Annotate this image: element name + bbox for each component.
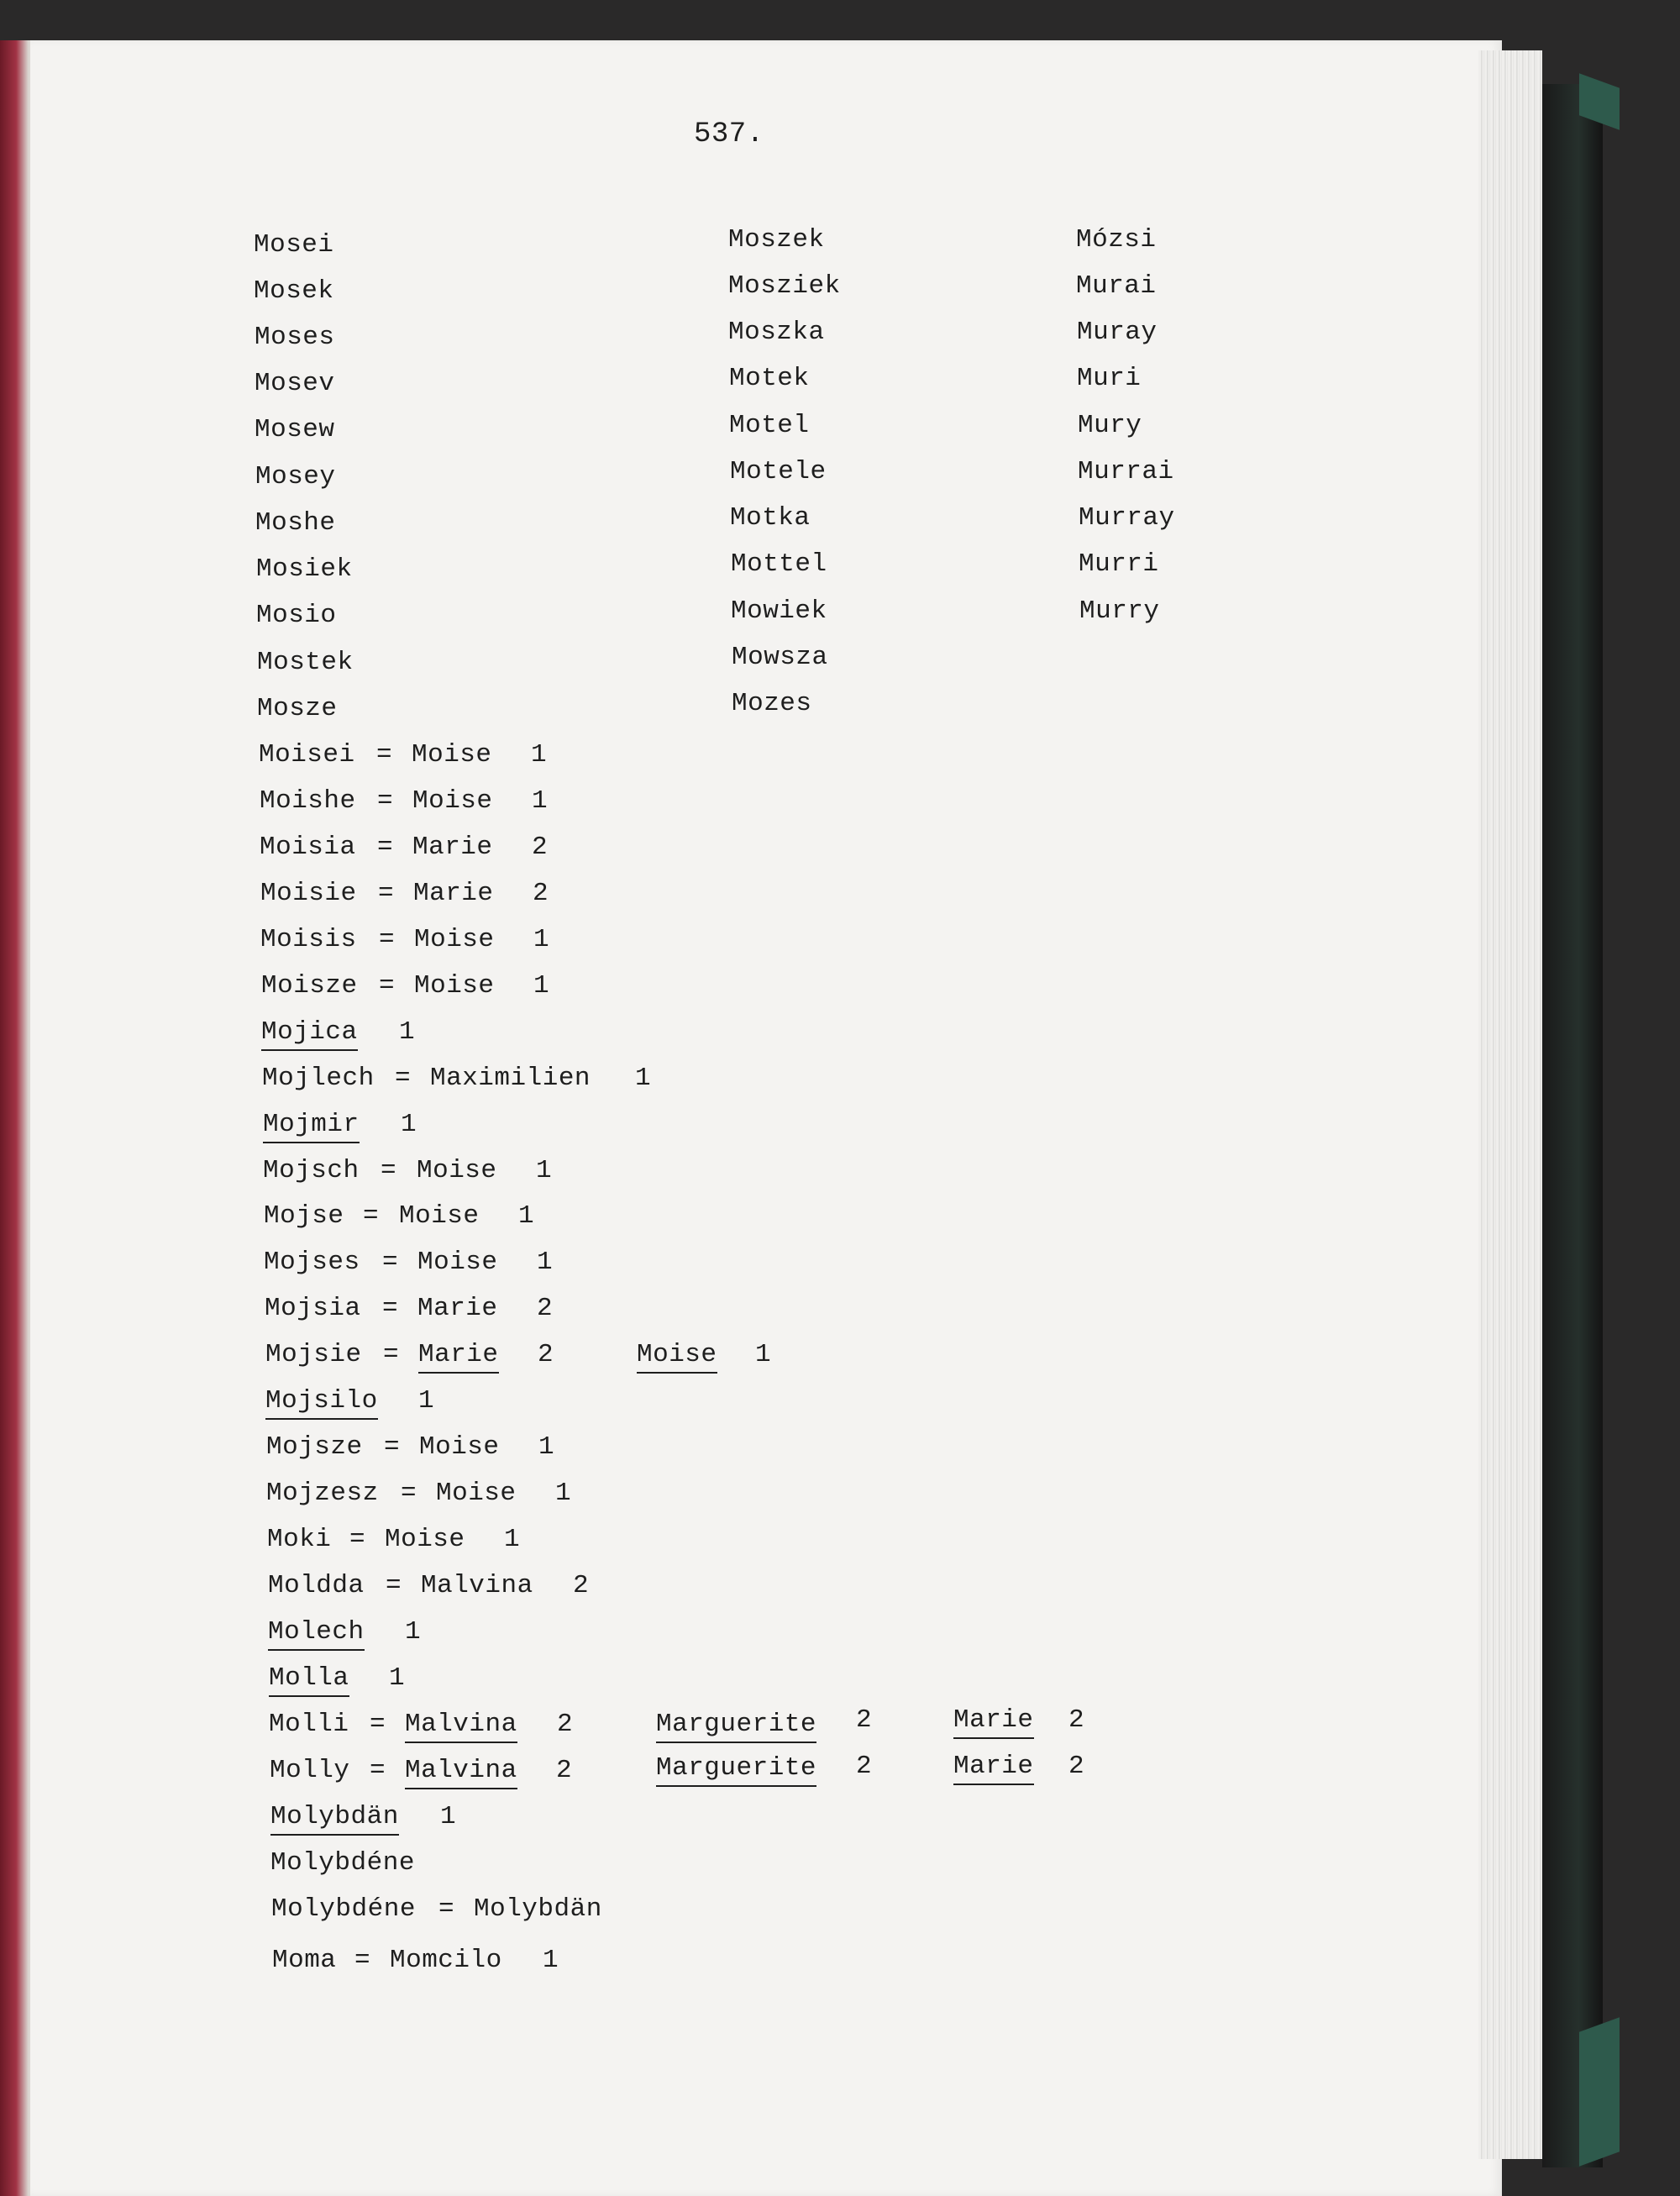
entry-equivalent: Marie	[413, 879, 494, 908]
column-1-name: Mosei	[254, 230, 334, 260]
column-3-name: Murry	[1079, 596, 1160, 626]
entry-equals: =	[376, 740, 393, 770]
column-1-name: Mosey	[255, 462, 336, 491]
entry-code: 2	[856, 1705, 873, 1735]
entry-equals: =	[354, 1946, 371, 1975]
column-2-name: Mowiek	[731, 596, 827, 626]
entry-equivalent: Malvina	[421, 1571, 533, 1600]
entry-equals: =	[383, 1340, 400, 1369]
entry-name-underlined: Mojsilo	[265, 1386, 378, 1420]
entry-name: Moma	[272, 1946, 337, 1975]
entry-code: 1	[555, 1479, 572, 1508]
cover-corner-bottom	[1579, 2017, 1620, 2166]
entry-equivalent: Maximilien	[430, 1064, 591, 1093]
entry-equals: =	[381, 1156, 397, 1185]
entry-code: 1	[533, 971, 550, 1001]
entry-equals: =	[370, 1710, 386, 1739]
entry-equals: =	[349, 1525, 366, 1554]
entry-name-underlined: Molech	[268, 1617, 365, 1651]
column-2-name: Motel	[729, 411, 810, 440]
entry-equivalent-underlined: Marguerite	[656, 1753, 816, 1787]
column-3-name: Murray	[1079, 503, 1175, 533]
column-2-name: Moszek	[728, 225, 825, 255]
entry-code: 1	[635, 1064, 652, 1093]
entry-name-underlined: Mojica	[261, 1017, 358, 1051]
column-3-name: Muri	[1077, 364, 1142, 393]
entry-equivalent: Molybdän	[474, 1894, 602, 1924]
column-1-name: Mosew	[255, 415, 335, 444]
entry-name: Moishe	[260, 786, 356, 816]
entry-code: 1	[389, 1663, 406, 1693]
entry-equivalent: Marie	[417, 1294, 498, 1323]
entry-equals: =	[438, 1894, 455, 1924]
entry-code: 2	[533, 879, 549, 908]
entry-name: Moisis	[260, 925, 357, 954]
entry-code: 1	[401, 1110, 417, 1139]
column-2-name: Motele	[730, 457, 827, 486]
entry-code: 2	[532, 833, 549, 862]
entry-equals: =	[382, 1294, 399, 1323]
entry-equivalent-underlined: Marguerite	[656, 1710, 816, 1743]
column-3-name: Mózsi	[1076, 225, 1157, 255]
entry-code: 1	[504, 1525, 521, 1554]
entry-equals: =	[377, 833, 394, 862]
entry-equals: =	[401, 1479, 417, 1508]
entry-equivalent: Moise	[417, 1248, 498, 1277]
entry-name: Moisze	[261, 971, 358, 1001]
entry-code: 2	[1068, 1705, 1085, 1735]
entry-code: 1	[399, 1017, 416, 1047]
entry-equals: =	[384, 1432, 401, 1462]
entry-code: 2	[1068, 1752, 1085, 1781]
entry-equivalent-underlined: Marie	[418, 1340, 499, 1374]
entry-code: 2	[538, 1340, 554, 1369]
entry-code: 1	[533, 925, 550, 954]
column-3-name: Murri	[1079, 549, 1159, 579]
entry-code: 1	[537, 1248, 554, 1277]
entry-equals: =	[379, 971, 396, 1001]
entry-name: Mojsia	[265, 1294, 361, 1323]
entry-name: Mojsie	[265, 1340, 362, 1369]
column-2-name: Motka	[730, 503, 811, 533]
entry-name: Mojsch	[263, 1156, 360, 1185]
entry-name-underlined: Molla	[269, 1663, 349, 1697]
entry-code: 1	[531, 740, 548, 770]
column-1-name: Mosiek	[256, 554, 353, 584]
column-1-name: Mosek	[254, 276, 334, 306]
entry-code: 1	[536, 1156, 553, 1185]
entry-code: 2	[556, 1756, 573, 1785]
column-1-name: Mosio	[256, 601, 337, 630]
entry-code: 2	[557, 1710, 574, 1739]
column-1-name: Moses	[255, 323, 335, 352]
entry-equals: =	[378, 879, 395, 908]
entry-code: 1	[405, 1617, 422, 1647]
entry-equivalent-underlined: Malvina	[405, 1756, 517, 1789]
column-3-name: Muray	[1077, 318, 1158, 347]
entry-name: Molybdéne	[270, 1848, 415, 1878]
entry-name: Mojses	[264, 1248, 360, 1277]
entry-equivalent-underlined: Marie	[953, 1705, 1034, 1739]
entry-code: 2	[856, 1752, 873, 1781]
entry-name: Moisei	[259, 740, 355, 770]
entry-name: Molly	[270, 1756, 350, 1785]
page-number: 537.	[694, 118, 764, 150]
entry-name: Mojlech	[262, 1064, 375, 1093]
entry-name: Moisie	[260, 879, 357, 908]
column-2-name: Motek	[729, 364, 810, 393]
column-2-name: Mosziek	[728, 271, 841, 301]
entry-equals: =	[363, 1201, 380, 1231]
column-2-name: Mowsza	[732, 643, 828, 672]
entry-equals: =	[377, 786, 394, 816]
entry-equivalent-underlined: Malvina	[405, 1710, 517, 1743]
entry-equivalent: Moise	[417, 1156, 497, 1185]
column-3-name: Murrai	[1078, 457, 1174, 486]
entry-equivalent: Moise	[436, 1479, 517, 1508]
book-cover-right	[1542, 84, 1603, 2167]
entry-name: Molli	[269, 1710, 349, 1739]
entry-name: Moldda	[268, 1571, 365, 1600]
entry-code: 1	[755, 1340, 772, 1369]
entry-equivalent-underlined: Moise	[637, 1340, 717, 1374]
entry-code: 1	[538, 1432, 555, 1462]
entry-equivalent: Moise	[414, 971, 495, 1001]
entry-name: Moki	[267, 1525, 332, 1554]
entry-code: 1	[543, 1946, 559, 1975]
column-2-name: Mozes	[732, 689, 812, 718]
column-1-name: Mostek	[257, 648, 354, 677]
entry-code: 1	[518, 1201, 535, 1231]
entry-name: Mojsze	[266, 1432, 363, 1462]
column-1-name: Mosze	[257, 694, 338, 723]
entry-name-underlined: Mojmir	[263, 1110, 360, 1143]
entry-name-underlined: Molybdän	[270, 1802, 399, 1836]
entry-equals: =	[386, 1571, 402, 1600]
entry-equivalent: Marie	[412, 833, 493, 862]
entry-equivalent: Moise	[385, 1525, 465, 1554]
entry-equivalent: Moise	[412, 740, 492, 770]
column-3-name: Mury	[1078, 411, 1142, 440]
entry-name: Moisia	[260, 833, 356, 862]
entry-name: Mojse	[264, 1201, 344, 1231]
column-2-name: Moszka	[728, 318, 825, 347]
column-3-name: Murai	[1076, 271, 1157, 301]
entry-equals: =	[395, 1064, 412, 1093]
column-1-name: Mosev	[255, 369, 335, 398]
entry-name: Mojzesz	[266, 1479, 379, 1508]
entry-equivalent-underlined: Marie	[953, 1752, 1034, 1785]
entry-equivalent: Moise	[419, 1432, 500, 1462]
entry-equivalent: Moise	[414, 925, 495, 954]
entry-code: 1	[440, 1802, 457, 1831]
entry-equivalent: Moise	[399, 1201, 480, 1231]
entry-equals: =	[370, 1756, 386, 1785]
entry-code: 2	[573, 1571, 590, 1600]
entry-code: 1	[418, 1386, 435, 1416]
entry-equivalent: Moise	[412, 786, 493, 816]
column-1-name: Moshe	[255, 508, 336, 538]
entry-equals: =	[379, 925, 396, 954]
entry-code: 1	[532, 786, 549, 816]
column-2-name: Mottel	[731, 549, 827, 579]
entry-equivalent: Momcilo	[390, 1946, 502, 1975]
entry-code: 2	[537, 1294, 554, 1323]
entry-name: Molybdéne	[271, 1894, 416, 1924]
page-edges	[1478, 50, 1542, 2159]
entry-equals: =	[382, 1248, 399, 1277]
